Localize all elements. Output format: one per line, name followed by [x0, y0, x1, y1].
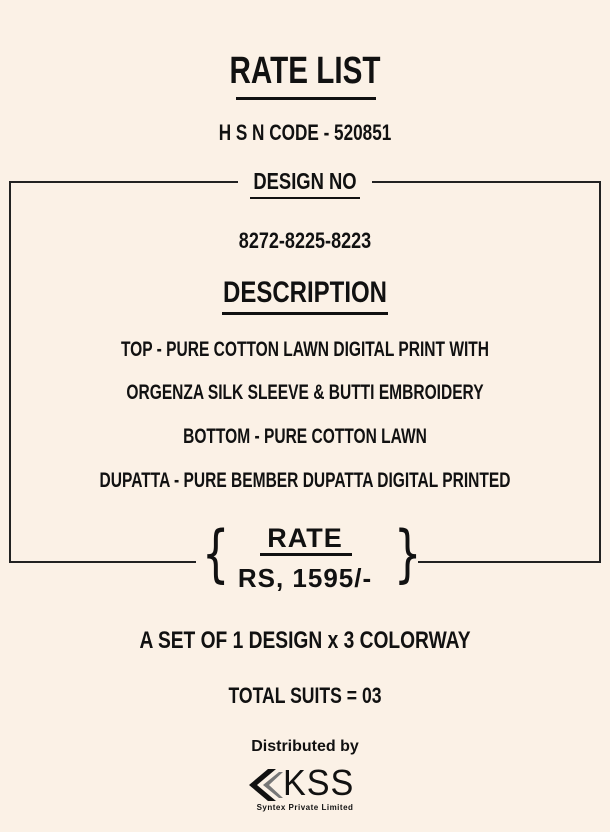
description-line: DUPATTA - PURE BEMBER DUPATTA DIGITAL PRINTED [99, 469, 511, 492]
hsn-code: H S N CODE - 520851 [218, 120, 392, 145]
design-label-underline [250, 197, 360, 199]
description-underline [222, 312, 388, 315]
page-title: RATE LIST [229, 50, 381, 92]
rate-label: RATE [267, 523, 343, 553]
distributor-logo-subtitle: Syntex Private Limited [256, 803, 354, 812]
design-numbers: 8272-8225-8223 [238, 228, 372, 253]
description-heading: DESCRIPTION [222, 276, 388, 309]
description-line: BOTTOM - PURE COTTON LAWN [183, 425, 427, 448]
title-underline [236, 97, 376, 100]
distributor-logo-text: KSS [283, 762, 355, 803]
rate-value: RS, 1595/- [237, 563, 373, 593]
left-brace-icon: { [201, 517, 230, 590]
design-no-label: DESIGN NO [253, 168, 357, 194]
distributed-by-label: Distributed by [251, 738, 359, 755]
right-brace-icon: } [393, 517, 422, 590]
description-line: ORGENZA SILK SLEEVE & BUTTI EMBROIDERY [126, 381, 484, 404]
rate-underline [260, 553, 352, 556]
set-info: A SET OF 1 DESIGN x 3 COLORWAY [139, 627, 471, 654]
total-suits: TOTAL SUITS = 03 [228, 683, 382, 708]
description-line: TOP - PURE COTTON LAWN DIGITAL PRINT WITH [120, 338, 490, 361]
